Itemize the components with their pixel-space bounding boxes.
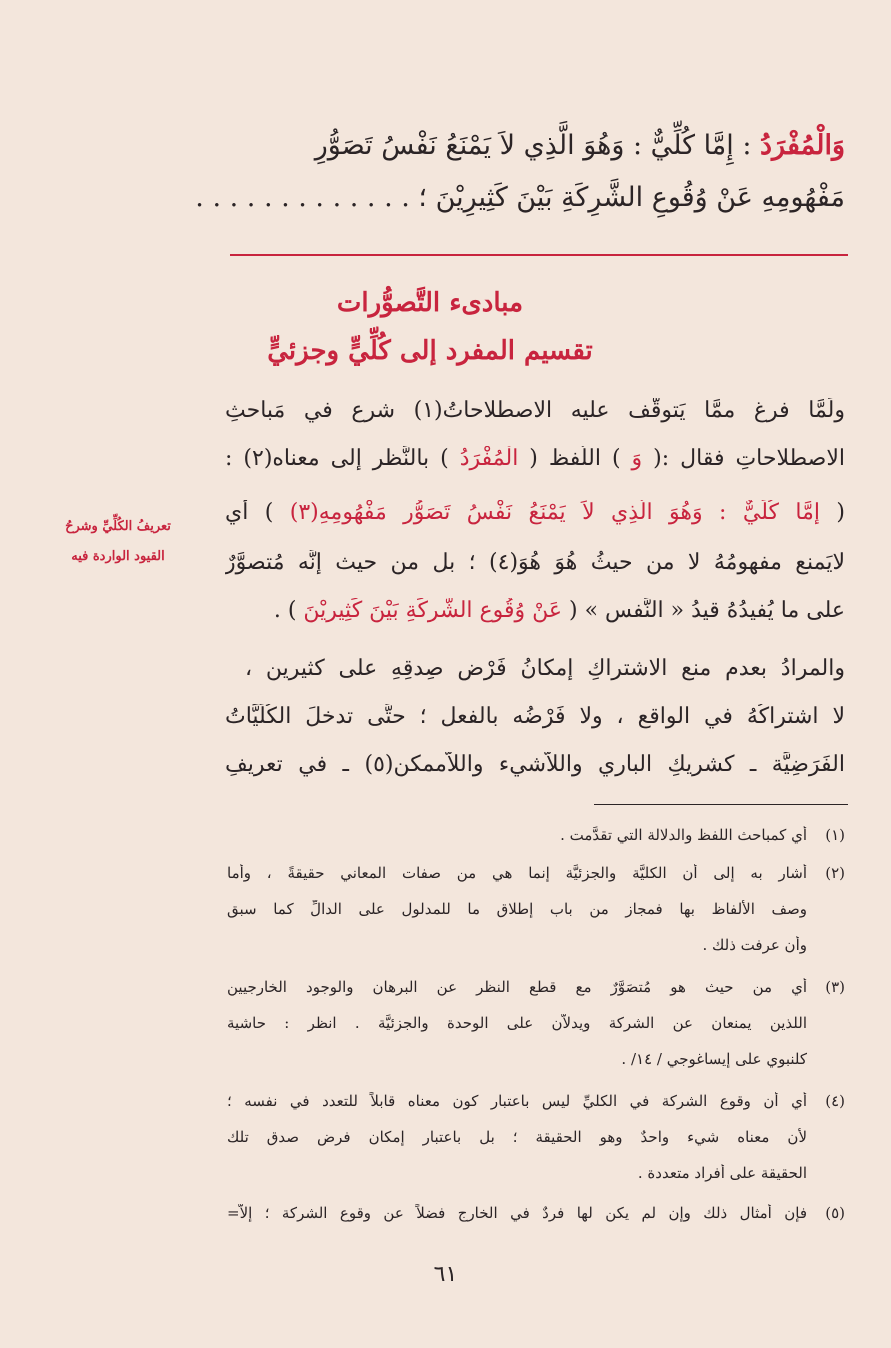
matn-line-1-text: : إِمَّا كُلِّيٌّ : وَهُوَ الَّذِي لاَ يَمْنَعُ نَفْسُ تَصَوُّرِ xyxy=(314,130,761,161)
matn-divider xyxy=(230,254,848,256)
footnote-2-line-1: أشار به إلى أن الكليَّة والجزئيَّة إنما هي من صفات المعاني حقيقةً ، وأما xyxy=(227,864,807,882)
page-number: ٦١ xyxy=(433,1262,458,1287)
footnote-1-line-1: أي كمباحث اللفظ والدلالة التي تقدَّمت . xyxy=(560,826,807,844)
main-heading: مبادىء التَّصوُّرات xyxy=(336,288,524,318)
footnote-4-line-1: أي أن وقوع الشركة في الكليِّ ليس باعتبار كون معناه قابلاً للتعدد في نفسه ؛ xyxy=(227,1092,807,1110)
inline-quote-definition: إِمَّا كُلِّيٌّ : وَهُوَ الَّذِي لاَ يَمْنَعُ نَفْسُ تَصَوُّرِ مَفْهُومِهِ(٣) xyxy=(289,500,820,525)
inline-quote-wa: وَ xyxy=(631,446,643,471)
footnote-3-line-1: أي من حيث هو مُتصَوَّرٌ مع قطع النظر عن البرهان والوجود الخارجيين xyxy=(227,978,807,996)
footnote-3-line-2: اللذين يمنعان عن الشركة ويدلاَّن على الوحدة والجزئيَّة . انظر : حاشية xyxy=(227,1014,807,1032)
body-line-8: الفَرَضِيَّة ـ كشريكِ الباري واللاَّشيء واللاَّممكن(٥) ـ في تعريفِ xyxy=(225,752,845,777)
footnote-4-line-2: لأن معناه شيء واحدٌ وهو الحقيقة ؛ بل باعتبار إمكان فرض صدق تلك xyxy=(227,1128,807,1146)
body-line-6: والمرادُ بعدم منع الاشتراكِ إمكانُ فَرْضِ صِدقِهِ على كثيرين ، xyxy=(245,656,845,681)
margin-note-line-2: القيود الواردة فيه xyxy=(71,549,165,564)
inline-quote-mufrad: الْمُفْرَدُ xyxy=(459,446,519,471)
footnote-number: (٥) xyxy=(825,1204,845,1222)
footnote-5-line-1: فإن أمثال ذلك وإن لم يكن لها فردٌ في الخارج فضلاً عن وقوع الشركة ؛ إلاَّ= xyxy=(227,1204,807,1222)
body-line-2: الاصطلاحاتِ فقال :( وَ ) اللَّفظ ( الْمُفْرَدُ ) بالنَّظر إلى معناه(٢) : xyxy=(225,446,845,471)
body-line-3: ( إِمَّا كُلِّيٌّ : وَهُوَ الَّذِي لاَ يَمْنَعُ نَفْسُ تَصَوُّرِ مَفْهُومِهِ(٣) ) أي xyxy=(225,500,845,525)
sub-heading: تقسيم المفرد إلى كُلِّيٍّ وجزئيٍّ xyxy=(267,336,593,366)
body-line-5: على ما يُفيدُهُ قيدُ « النَّفسِ » ( عَنْ وُقُوعِ الشَّرِكَةِ بَيْنَ كَثِيرِيْنَ ) . xyxy=(273,598,845,623)
matn-label-mufrad: وَالْمُفْرَدُ xyxy=(760,130,845,161)
footnote-number: (٢) xyxy=(825,864,845,882)
body-line-4: لايَمنع مفهومُهُ لا من حيثُ هُوَ هُوَ(٤) ؛ بل من حيث إنَّه مُتصوَّرٌ xyxy=(225,550,845,575)
footnote-4-line-3: الحقيقة على أفراد متعددة . xyxy=(637,1164,807,1182)
footnote-number: (٣) xyxy=(825,978,845,996)
margin-note-line-1: تعريفُ الكُلِّيِّ وشرحُ xyxy=(65,519,171,534)
inline-quote-shirka: عَنْ وُقُوعِ الشَّرِكَةِ بَيْنَ كَثِيرِيْنَ xyxy=(303,598,563,623)
matn-line-1 xyxy=(220,120,845,172)
matn-line-2-text: مَفْهُومِهِ عَنْ وُقُوعِ الشَّرِكَةِ بَيْنَ كَثِيرِيْنَ ؛ . . . . . . . . . . . . . xyxy=(195,182,845,213)
footnote-3-line-3: كلنبوي على إيساغوجي / ١٤/ . xyxy=(621,1050,807,1068)
footnote-2-line-2: وصف الألفاظ بها فمجاز من باب إطلاق ما للمدلول على الدالِّ كما سبق xyxy=(227,900,807,918)
footnote-divider xyxy=(594,804,848,805)
footnote-number: (٤) xyxy=(825,1092,845,1110)
margin-note xyxy=(48,512,188,572)
matn-line-2 xyxy=(195,172,845,224)
footnote-2-line-3: وأن عرفت ذلك . xyxy=(702,936,807,954)
footnote-number: (١) xyxy=(825,826,845,844)
body-line-7: لا اشتراكُهُ في الواقعِ ، ولا فَرْضُه بالفعل ؛ حتَّى تدخلَ الكُلِّيَّاتُ xyxy=(225,704,845,729)
body-line-1: ولَمَّا فرغ ممَّا يَتوقَّف عليه الاصطلاحاتُ(١) شرع في مَباحثِ xyxy=(225,398,845,423)
